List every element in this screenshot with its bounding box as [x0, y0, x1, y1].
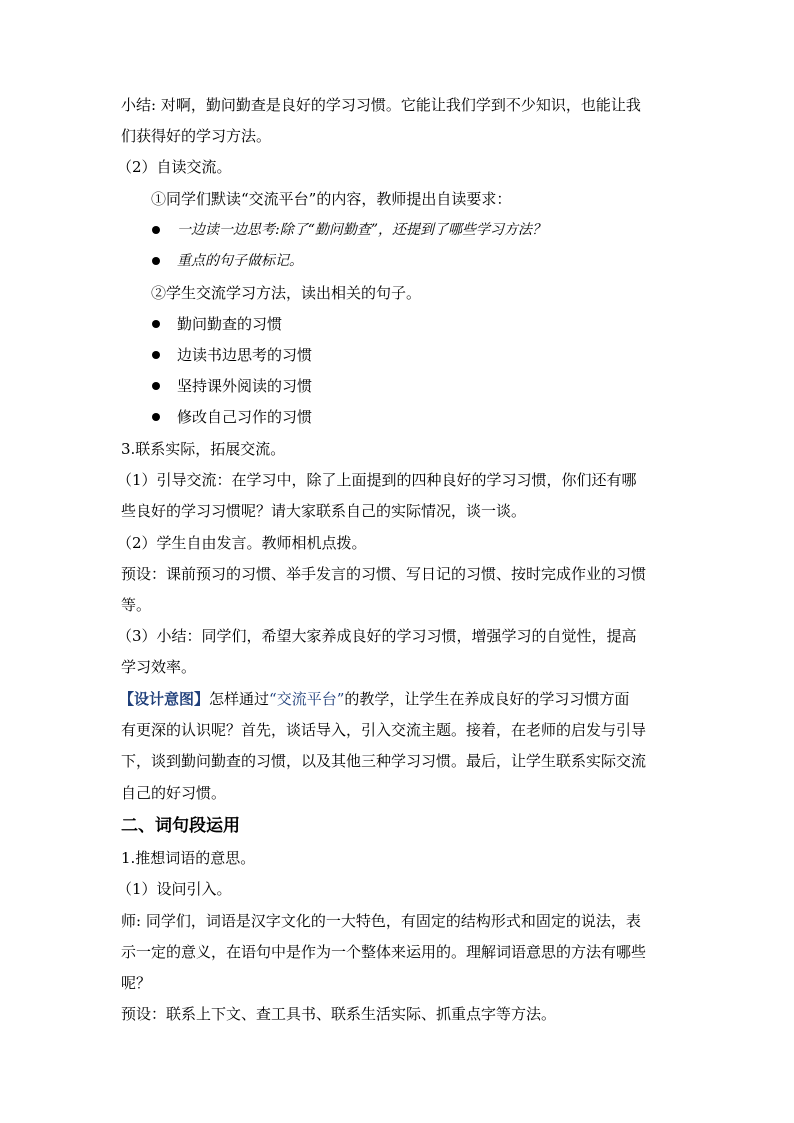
paragraph-line: 呢？: [121, 974, 152, 992]
paragraph-line: （1）引导交流：在学习中，除了上面提到的四种良好的学习习惯，你们还有哪: [117, 471, 637, 489]
bullet-item: 修改自己习作的习惯: [0, 402, 794, 432]
summary-line: 小结: 对啊，勤问勤查是良好的学习习惯。它能让我们学到不少知识，也能让我: [121, 96, 641, 114]
bullet-item: 坚持课外阅读的习惯: [0, 371, 794, 401]
bullet-dot-icon: [152, 226, 160, 234]
paragraph-line: 些良好的学习习惯呢？请大家联系自己的实际情况，谈一谈。: [121, 502, 527, 520]
paragraph-line: （2）学生自由发言。教师相机点拨。: [117, 534, 367, 552]
design-intent-line: 自己的好习惯。: [121, 784, 227, 802]
section-title: 3.联系实际，拓展交流。: [121, 440, 286, 458]
paragraph-line: 学习效率。: [121, 658, 197, 676]
paragraph-line: 等。: [121, 596, 152, 614]
design-intent-line: 下，谈到勤问勤查的习惯，以及其他三种学习习惯。最后，让学生联系实际交流: [121, 752, 647, 770]
step-title: （2）自读交流。: [117, 158, 232, 176]
design-intent-line: 【设计意图】怎样通过“交流平台”的教学，让学生在养成良好的学习习惯方面: [119, 690, 630, 708]
exchange-line: ②学生交流学习方法，读出相关的句子。: [151, 284, 422, 302]
paragraph-line: 示一定的意义，在语句中是作为一个整体来运用的。理解词语意思的方法有哪些: [121, 943, 647, 961]
bullet-item: 勤问勤查的习惯: [0, 309, 794, 339]
paragraph-line: 师: 同学们，词语是汉字文化的一大特色，有固定的结构形式和固定的说法，表: [121, 912, 641, 930]
bullet-dot-icon: [152, 413, 160, 421]
bullet-dot-icon: [152, 382, 160, 390]
design-intent-line: 有更深的认识呢？首先，谈话导入，引入交流主题。接着，在老师的启发与引导: [121, 721, 647, 739]
bullet-item: 边读书边思考的习惯: [0, 340, 794, 370]
step-title: （1）设问引入。: [117, 880, 232, 898]
paragraph-line: （3）小结：同学们，希望大家养成良好的学习习惯，增强学习的自觉性，提高: [117, 627, 637, 645]
platform-highlight: “交流平台”: [269, 690, 345, 708]
reading-intro: ①同学们默读“交流平台”的内容，教师提出自读要求：: [151, 190, 512, 208]
bullet-dot-icon: [152, 351, 160, 359]
paragraph-line: 预设：课前预习的习惯、举手发言的习惯、写日记的习惯、按时完成作业的习惯: [121, 565, 647, 583]
part-heading: 二、词句段运用: [121, 816, 240, 836]
design-intent-tag: 【设计意图】: [119, 690, 210, 708]
item-title: 1.推想词语的意思。: [121, 849, 256, 867]
summary-line: 们获得好的学习方法。: [121, 127, 272, 145]
paragraph-line: 预设：联系上下文、查工具书、联系生活实际、抓重点字等方法。: [121, 1005, 557, 1023]
bullet-item: 重点的句子做标记。: [0, 246, 794, 276]
bullet-dot-icon: [152, 320, 160, 328]
bullet-dot-icon: [152, 257, 160, 265]
bullet-item: 一边读一边思考:除了“勤问勤查”，还提到了哪些学习方法？: [0, 215, 794, 245]
